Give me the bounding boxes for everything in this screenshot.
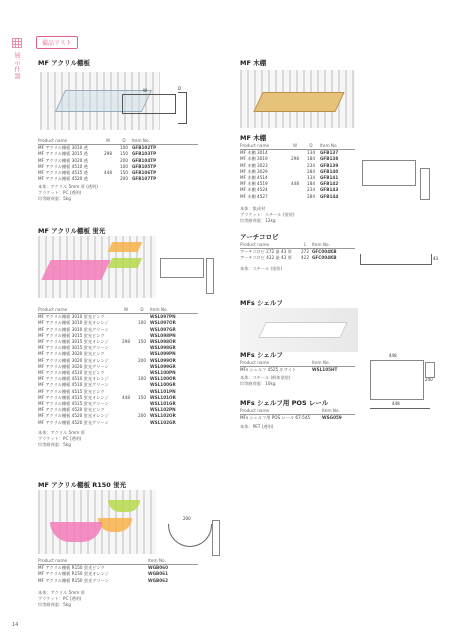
mf-fluor-side-drawing: [206, 258, 214, 294]
mfs-pos-table: Product name Item No. MFs シェルフ用 POS レール 67-545 WSG059: [240, 408, 355, 421]
mf-wood-dim-drawing: [362, 160, 416, 186]
acchi-drawing: 43: [360, 254, 432, 265]
acchi-table: Product name L Item No. アーチコロビ 272 最 43 厚 272 GFC004KB アーチコロビ 422 最 43 厚 422 GFC004KB: [240, 242, 355, 262]
table-row: MF アクリル棚板 4515 蛍光ピンク WSL101PN: [38, 388, 176, 394]
mf-r150-table: Product name Item No. MF アクリル棚板 R150 蛍光ピンク WGB060 MF アクリル棚板 R150 蛍光オレンジ WGB061 MF アクリル棚板 R150 蛍光グリーン WGB062: [38, 558, 198, 584]
table-row: MF アクリル棚板 4515 蛍光オレンジ 448 150 WSL101OR: [38, 394, 176, 400]
dim-w: W: [143, 88, 147, 93]
page-number: 14: [12, 622, 19, 628]
table-row: MF 木棚 3023 234 GFB139: [240, 162, 339, 168]
mfs-shelf-notes: 本体：スチール (粉体塗装) 均等耐荷重：10kg: [240, 375, 291, 386]
table-row: MF アクリル棚板 3015 透 298 150 GFB103TP: [38, 151, 157, 157]
mfs-pos-title: MFs シェルフ用 POS レール: [240, 399, 329, 407]
mf-wood-title-2: MF 木棚: [240, 134, 267, 142]
mfs-pos-notes: 本体：PET (透明): [240, 424, 274, 429]
table-row: MF 木棚 4514 134 GFB141: [240, 175, 339, 181]
orange-r150-image: [98, 518, 132, 532]
table-row: MF アクリル棚板 3020 蛍光ピンク WSL099PN: [38, 351, 176, 357]
table-row: MF アクリル棚板 3010 透 100 GFB102TP: [38, 145, 157, 151]
dim-d: D: [178, 86, 182, 91]
mfs-shelf-dim-drawing: 448 240: [370, 360, 424, 400]
table-row: MFs シェルフ用 POS レール 67-545 WSG059: [240, 415, 342, 421]
table-row: MF 木棚 4519 448 184 GFB142: [240, 181, 339, 187]
table-row: MF アクリル棚板 3020 蛍光グリーン WSL099GR: [38, 363, 176, 369]
pink-shelf-image: [41, 260, 110, 280]
orange-shelf-image: [108, 242, 143, 252]
table-row: アーチコロビ 272 最 43 厚 272 GFC004KB: [240, 249, 337, 255]
mfs-shelf-photo: [240, 308, 358, 352]
table-row: MF 木棚 4524 234 GFB143: [240, 187, 339, 193]
table-row: MF アクリル棚板 3015 蛍光オレンジ 298 150 WSL098OR: [38, 339, 176, 345]
table-row: MF アクリル棚板 3015 蛍光グリーン WSL098GR: [38, 345, 176, 351]
white-shelf-image: [258, 322, 347, 338]
mfs-shelf-title: MFs シェルフ: [240, 299, 283, 307]
mf-acrylic-dim-drawing: [122, 88, 176, 114]
table-row: MF アクリル棚板 4510 透 100 GFB105TP: [38, 163, 157, 169]
mf-wood-photo: [240, 70, 355, 128]
acchi-notes: 本体：スチール (塗装): [240, 266, 283, 271]
green-shelf-image: [108, 258, 143, 268]
mf-r150-photo: [38, 490, 156, 554]
table-row: MF アクリル棚板 4520 蛍光オレンジ 200 WSL102OR: [38, 413, 176, 419]
mf-wood-notes: 本体：集成材 ブラケット：スチール (塗装) 均等耐荷重：12kg: [240, 206, 295, 223]
table-row: MF アクリル棚板 R150 蛍光グリーン WGB062: [38, 577, 168, 583]
mf-wood-side-drawing: [420, 168, 430, 200]
mf-fluor-photo: [38, 236, 156, 298]
pos-rail-drawing: 448: [370, 408, 430, 421]
mfs-shelf-side-drawing: [425, 362, 435, 378]
pink-r150-image: [50, 522, 102, 542]
green-r150-image: [108, 500, 140, 512]
mfs-shelf-title-2: MFs シェルフ: [240, 351, 283, 359]
mf-fluor-title: MF アクリル棚板 蛍光: [38, 227, 106, 235]
mf-r150-side-drawing: [212, 520, 220, 556]
mf-fluor-notes: 本体：アクリル 5mm 厚 ブラケット：PC (透明) 均等耐荷重：5kg: [38, 430, 85, 447]
side-label: 展示什器: [13, 52, 20, 80]
mf-acrylic-title: MF アクリル棚板: [38, 59, 90, 67]
mfs-shelf-table: Product name Item No. MFs シェルフ 4525 ホワイト WSL105HT: [240, 360, 355, 373]
table-row: MF 木棚 3019 298 184 GFB138: [240, 156, 339, 162]
table-row: MF アクリル棚板 3010 蛍光ピンク WSL097PN: [38, 314, 176, 320]
table-row: MF アクリル棚板 3010 蛍光グリーン WSL097GR: [38, 326, 176, 332]
mf-r150-notes: 本体：アクリル 5mm 厚 ブラケット：PC (透明) 均等耐荷重：5kg: [38, 590, 85, 607]
table-row: MF アクリル棚板 4515 蛍光グリーン WSL101GR: [38, 401, 176, 407]
table-row: MF 木棚 4527 284 GFB144: [240, 193, 339, 199]
mf-fluor-dim-drawing: [160, 258, 204, 278]
table-row: MF アクリル棚板 3015 蛍光ピンク WSL098PN: [38, 332, 176, 338]
mf-wood-title: MF 木棚: [240, 59, 267, 67]
table-row: アーチコロビ 422 最 43 厚 422 GFC004KB: [240, 255, 337, 261]
mf-wood-table: Product name W D Item No. MF 木棚 3014 134 GFB137 MF 木棚 3019 298 184 GFB138 MF 木棚 3023 234 GFB139 MF 木棚 3029 284 GFB140 MF 木棚 4514 134 GFB141 MF 木棚 4519 448 184 GFB142 MF 木棚 4524 234 GFB143 MF 木棚 4527 284 GFB144: [240, 143, 355, 200]
table-row: MF 木棚 3014 134 GFB137: [240, 150, 339, 156]
table-row: MF アクリル棚板 4510 蛍光オレンジ 100 WSL100OR: [38, 376, 176, 382]
table-row: MF 木棚 3029 284 GFB140: [240, 168, 339, 174]
table-row: MF アクリル棚板 3010 蛍光オレンジ 100 WSL097OR: [38, 320, 176, 326]
table-row: MF アクリル棚板 4510 蛍光グリーン WSL100GR: [38, 382, 176, 388]
mf-r150-title: MF アクリル棚板 R150 蛍光: [38, 481, 127, 489]
mf-acrylic-side-drawing: [178, 86, 187, 124]
section-tag: 備品リスト: [36, 36, 78, 49]
mf-r150-dim-drawing: 200: [168, 524, 212, 547]
table-row: MF アクリル棚板 R150 蛍光オレンジ WGB061: [38, 571, 168, 577]
wood-shelf-image: [253, 92, 344, 112]
table-row: MFs シェルフ 4525 ホワイト WSL105HT: [240, 367, 338, 373]
mf-acrylic-notes: 本体：アクリル 5mm 厚 (透明) ブラケット：PC (透明) 均等耐荷重：5kg: [38, 184, 98, 201]
table-row: MF アクリル棚板 3020 透 200 GFB104TP: [38, 157, 157, 163]
acchi-title: アーチコロビ: [240, 233, 279, 241]
table-row: MF アクリル棚板 3020 蛍光オレンジ 200 WSL099OR: [38, 357, 176, 363]
table-row: MF アクリル棚板 4520 透 200 GFB107TP: [38, 176, 157, 182]
table-row: MF アクリル棚板 4510 蛍光ピンク WSL100PN: [38, 370, 176, 376]
table-row: MF アクリル棚板 4515 透 448 150 GFB106TP: [38, 170, 157, 176]
grid-icon: [12, 38, 22, 48]
table-row: MF アクリル棚板 R150 蛍光ピンク WGB060: [38, 565, 168, 571]
table-header: Product name W D Item No.: [38, 138, 198, 145]
table-row: MF アクリル棚板 4520 蛍光グリーン WSL102GR: [38, 419, 176, 425]
table-row: MF アクリル棚板 4520 蛍光ピンク WSL102PN: [38, 407, 176, 413]
mf-fluor-table: Product name W D Item No. MF アクリル棚板 3010 蛍光ピンク WSL097PN MF アクリル棚板 3010 蛍光オレンジ 100 WSL097OR MF アクリル棚板 3010 蛍光グリーン WSL097GR MF アクリル棚板 3015 蛍光ピンク WSL098PN MF アクリル棚板 3015 蛍光オレンジ 298 150 WSL098OR MF アクリル棚板 3015 蛍光グリーン WSL098GR MF アクリル棚板 3020 蛍光ピンク WSL099PN MF アクリル棚板 3020 蛍光オレンジ 200 WSL099OR MF アクリル棚板 3020 蛍光グリーン WSL099GR MF アクリル棚板 4510 蛍光ピンク WSL100PN MF アクリル棚板 4510 蛍光オレンジ 100 WSL100OR MF アクリル棚板 4510 蛍光グリーン WSL100GR MF アクリル棚板 4515 蛍光ピンク WSL101PN MF アクリル棚板 4515 蛍光オレンジ 448 150 WSL101OR MF アクリル棚板 4515 蛍光グリーン WSL101GR MF アクリル棚板 4520 蛍光ピンク WSL102PN MF アクリル棚板 4520 蛍光オレンジ 200 WSL102OR MF アクリル棚板 4520 蛍光グリーン WSL102GR: [38, 307, 198, 426]
mf-acrylic-table: [38, 138, 198, 182]
